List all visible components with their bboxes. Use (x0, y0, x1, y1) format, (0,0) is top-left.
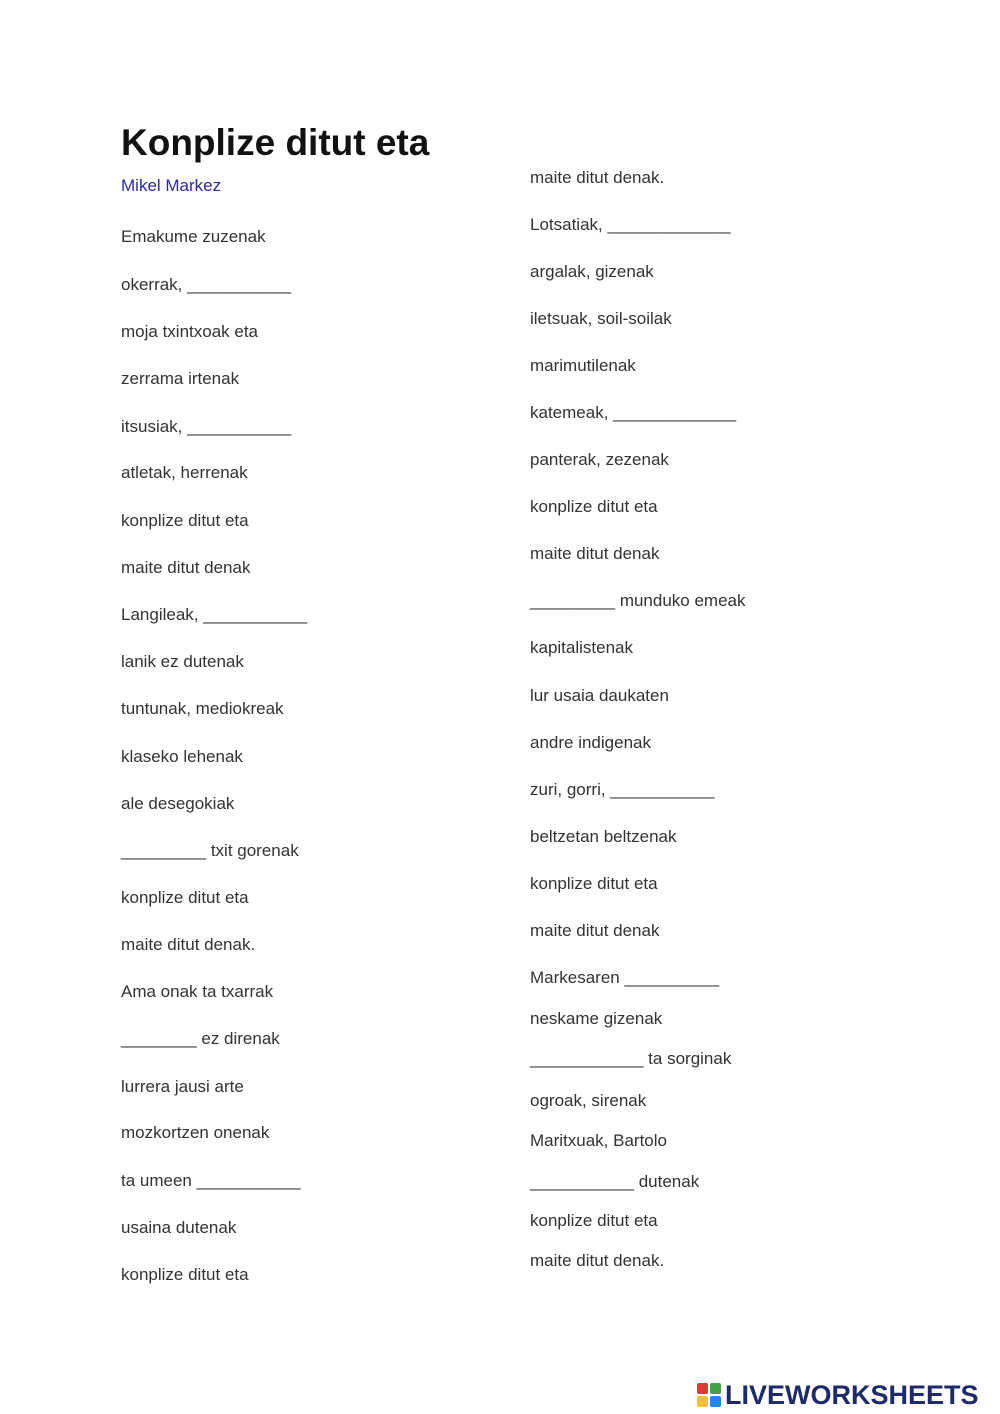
lyric-line: lanik ez dutenak (121, 652, 244, 671)
liveworksheets-logo[interactable] (697, 1378, 979, 1412)
lyric-line: marimutilenak (530, 356, 636, 375)
lyric-line: mozkortzen onenak (121, 1123, 270, 1142)
logo-tile-yellow (697, 1396, 708, 1407)
logo-text: LIVEWORKSHEETS (725, 1379, 979, 1410)
lyric-line: moja txintxoak eta (121, 322, 259, 341)
lyric-line: konplize ditut eta (121, 888, 249, 907)
lyric-line: maite ditut denak (530, 544, 660, 563)
lyric-line: maite ditut denak. (530, 1251, 665, 1270)
lyric-line: klaseko lehenak (121, 747, 243, 766)
lyric-line: panterak, zezenak (530, 450, 669, 469)
lyric-line: andre indigenak (530, 733, 651, 752)
lyric-line: beltzetan beltzenak (530, 827, 677, 846)
author-link[interactable]: Mikel Markez (121, 176, 222, 195)
lyric-line: zerrama irtenak (121, 369, 240, 388)
lyric-line: zuri, gorri, ___________ (530, 780, 715, 799)
lyric-line: maite ditut denak (530, 921, 660, 940)
lyric-line: lurrera jausi arte (121, 1077, 244, 1096)
logo-tile-red (697, 1383, 708, 1394)
lyric-line: Maritxuak, Bartolo (530, 1131, 667, 1150)
lyric-line: lur usaia daukaten (530, 686, 669, 705)
lyric-line: konplize ditut eta (530, 874, 658, 893)
lyric-line: konplize ditut eta (121, 511, 249, 530)
lyric-line: okerrak, ___________ (121, 275, 292, 294)
lyric-line: _________ munduko emeak (530, 591, 746, 610)
lyric-line: Markesaren __________ (530, 968, 720, 987)
lyric-line: konplize ditut eta (530, 1211, 658, 1230)
lyric-line: maite ditut denak (121, 558, 251, 577)
lyric-line: atletak, herrenak (121, 463, 248, 482)
lyric-line: ___________ dutenak (530, 1172, 700, 1191)
lyric-line: Ama onak ta txarrak (121, 982, 274, 1001)
lyric-line: ____________ ta sorginak (530, 1049, 732, 1068)
lyric-line: konplize ditut eta (121, 1265, 249, 1284)
lyric-line: konplize ditut eta (530, 497, 658, 516)
lyric-line: ale desegokiak (121, 794, 235, 813)
lyric-line: iletsuak, soil-soilak (530, 309, 672, 328)
lyric-line: Langileak, ___________ (121, 605, 308, 624)
lyric-line: maite ditut denak. (530, 168, 665, 187)
lyric-line: ta umeen ___________ (121, 1171, 301, 1190)
page-title: Konplize ditut eta (121, 122, 430, 163)
lyric-line: Lotsatiak, _____________ (530, 215, 731, 234)
lyric-line: neskame gizenak (530, 1009, 663, 1028)
lyric-line: tuntunak, mediokreak (121, 699, 284, 718)
logo-tile-blue (710, 1396, 721, 1407)
lyric-line: Emakume zuzenak (121, 227, 266, 246)
logo-grid-icon (697, 1383, 721, 1407)
lyric-line: _________ txit gorenak (121, 841, 299, 860)
lyric-line: kapitalistenak (530, 638, 634, 657)
lyric-line: itsusiak, ___________ (121, 417, 292, 436)
logo-tile-green (710, 1383, 721, 1394)
lyric-line: argalak, gizenak (530, 262, 654, 281)
lyric-line: ________ ez direnak (121, 1029, 280, 1048)
lyric-line: usaina dutenak (121, 1218, 237, 1237)
lyric-line: ogroak, sirenak (530, 1091, 647, 1110)
lyric-line: maite ditut denak. (121, 935, 256, 954)
lyric-line: katemeak, _____________ (530, 403, 737, 422)
